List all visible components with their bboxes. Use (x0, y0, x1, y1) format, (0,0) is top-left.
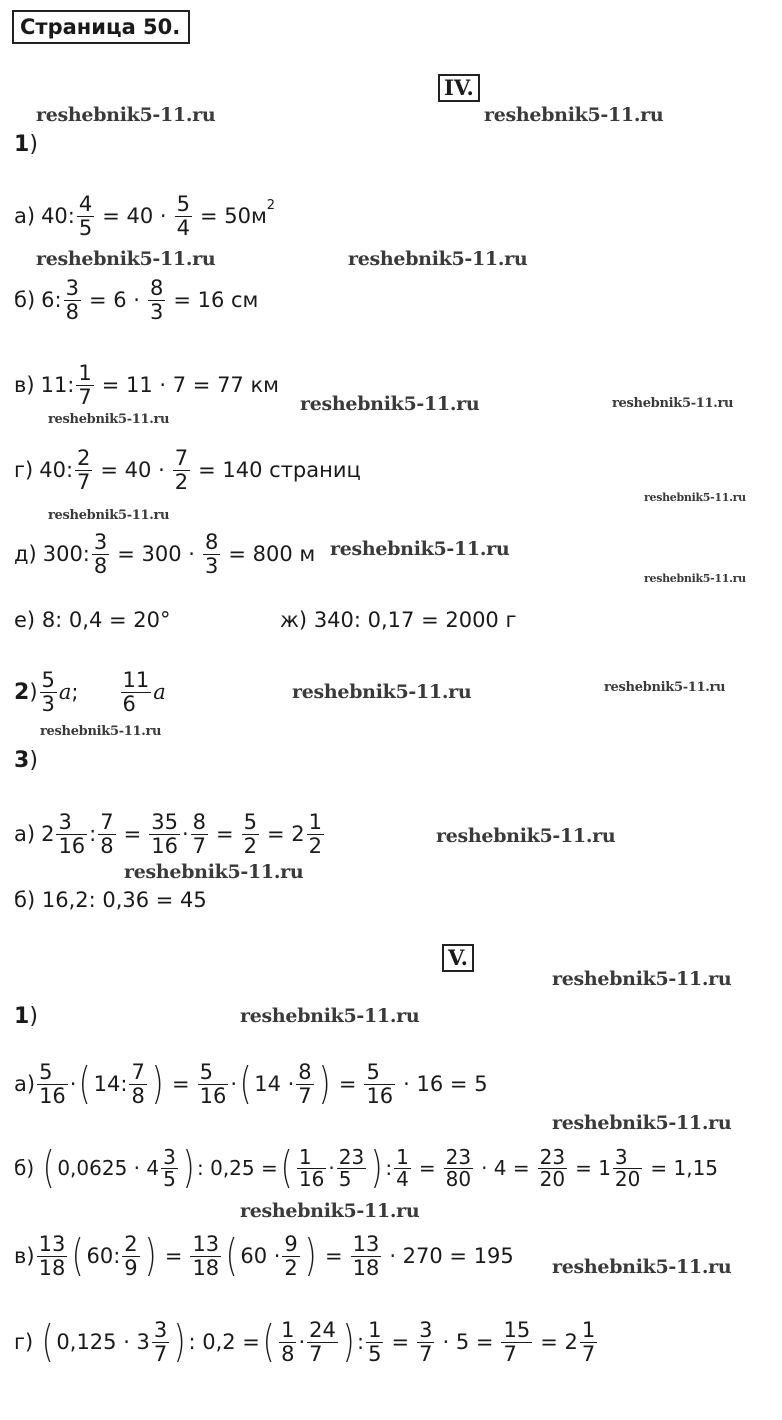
watermark: reshebnik5-11.ru (644, 491, 746, 504)
watermark: reshebnik5-11.ru (124, 861, 304, 883)
fraction: $\frac{7}{8}$ (131, 1060, 145, 1108)
fraction: $\frac{3}{8}$ (93, 530, 108, 578)
equation-v-1-b: б) ( 0,0625 · 4 $\frac{3}{5}$ ) : 0,25 = ( $\frac{1}{16}$ · $\frac{23}{5}$ ) : $\frac{1}{4}$ = $\frac{23}{80}$ · 4 = $\frac{23}{20}$ = 1 $\frac{3}{20}$ = 1,15 (14, 1142, 719, 1193)
equation-iv-1-b: б) 6: $\frac{3}{8}$ = 6 · $\frac{8}{3}$ = 16 см (14, 276, 259, 324)
fraction: $\frac{23}{80}$ (445, 1144, 472, 1191)
watermark: reshebnik5-11.ru (36, 104, 216, 126)
problem-number-iv-1: 1) (14, 132, 38, 157)
watermark: reshebnik5-11.ru (348, 248, 528, 270)
equation-iv-2: 2 ) $\frac{5}{3}$ a ; $\frac{11}{6}$ a (14, 668, 166, 716)
fraction: $\frac{5}{4}$ (176, 192, 190, 240)
section-iv-heading: IV. (438, 74, 480, 102)
equation-iv-1-v: в) 11: $\frac{1}{7}$ = 11 · 7 = 77 км (14, 361, 279, 409)
equation-iv-1-zh: ж) 340: 0,17 = 2000 г (280, 608, 517, 632)
fraction: $\frac{13}{18}$ (38, 1232, 66, 1280)
equation-iv-1-a: а) 40: $\frac{4}{5}$ = 40 · $\frac{5}{4}$ = 50м $^2$ (14, 192, 276, 240)
problem-number-v-1: 1) (14, 1004, 38, 1029)
equation-v-1-a: а) $\frac{5}{16}$ · ( 14: $\frac{7}{8}$ ) = $\frac{5}{16}$ · ( 14 · $\frac{8}{7}$ ) = $\frac{5}{16}$ · 16 = 5 (14, 1058, 488, 1109)
watermark: reshebnik5-11.ru (644, 572, 746, 585)
equation-v-1-g: г) ( 0,125 · 3 $\frac{3}{7}$ ) : 0,2 = ( $\frac{1}{8}$ · $\frac{24}{7}$ ) : $\frac{1}{5}$ = $\frac{3}{7}$ · 5 = $\frac{15}{7}$ = 2 $\frac{1}{7}$ (14, 1316, 596, 1367)
watermark: reshebnik5-11.ru (48, 412, 170, 427)
watermark: reshebnik5-11.ru (48, 508, 170, 523)
fraction: $\frac{1}{16}$ (298, 1144, 325, 1191)
watermark: reshebnik5-11.ru (300, 393, 480, 415)
page-title: Страница 50. (12, 10, 190, 44)
watermark: reshebnik5-11.ru (552, 968, 732, 990)
fraction: $\frac{15}{7}$ (503, 1318, 531, 1366)
fraction: $\frac{1}{4}$ (396, 1144, 409, 1191)
fraction: $\frac{4}{5}$ (78, 192, 93, 240)
watermark: reshebnik5-11.ru (604, 680, 726, 695)
fraction: $\frac{3}{8}$ (65, 276, 79, 324)
fraction: $\frac{5}{16}$ (199, 1060, 227, 1108)
equation-iv-3-b: б) 16,2: 0,36 = 45 (14, 888, 207, 912)
equation-iv-1-g: г) 40: $\frac{2}{7}$ = 40 · $\frac{7}{2}$ = 140 страниц (14, 446, 361, 494)
watermark: reshebnik5-11.ru (436, 825, 616, 847)
watermark: reshebnik5-11.ru (484, 104, 664, 126)
fraction: $\frac{8}{7}$ (192, 810, 207, 858)
watermark: reshebnik5-11.ru (240, 1005, 420, 1027)
fraction: $\frac{13}{18}$ (352, 1232, 380, 1280)
fraction: $\frac{23}{20}$ (539, 1144, 566, 1191)
fraction: $\frac{23}{5}$ (338, 1144, 365, 1191)
fraction: $\frac{2}{9}$ (124, 1232, 138, 1280)
fraction: $\frac{7}{2}$ (174, 446, 189, 494)
fraction: $\frac{1}{7}$ (581, 1318, 596, 1366)
fraction: $\frac{2}{7}$ (77, 446, 91, 494)
fraction: $\frac{1}{2}$ (308, 810, 323, 858)
fraction: $\frac{8}{7}$ (298, 1060, 312, 1108)
equation-iv-3-a: а) 2 $\frac{3}{16}$ : $\frac{7}{8}$ = $\frac{35}{16}$ · $\frac{8}{7}$ = $\frac{5}{2}$ = 2 $\frac{1}{2}$ (14, 810, 323, 858)
fraction: $\frac{3}{5}$ (163, 1144, 176, 1191)
fraction: $\frac{3}{7}$ (153, 1318, 168, 1366)
fraction: $\frac{1}{5}$ (368, 1318, 382, 1366)
equation-iv-1-e: е) 8: 0,4 = 20° (14, 608, 171, 632)
fraction: $\frac{24}{7}$ (309, 1318, 336, 1366)
fraction: $\frac{5}{16}$ (39, 1060, 66, 1108)
fraction: $\frac{5}{16}$ (366, 1060, 394, 1108)
fraction: $\frac{1}{8}$ (281, 1318, 295, 1366)
fraction: $\frac{13}{18}$ (192, 1232, 220, 1280)
section-v-heading: V. (442, 944, 474, 972)
watermark: reshebnik5-11.ru (36, 248, 216, 270)
fraction: $\frac{11}{6}$ (122, 668, 150, 716)
fraction: $\frac{9}{2}$ (284, 1232, 298, 1280)
fraction: $\frac{8}{3}$ (149, 276, 164, 324)
fraction: $\frac{35}{16}$ (151, 810, 178, 858)
equation-v-1-v: в) $\frac{13}{18}$ ( 60: $\frac{2}{9}$ ) = $\frac{13}{18}$ ( 60 · $\frac{9}{2}$ ) = $\frac{13}{18}$ · 270 = 195 (14, 1230, 514, 1281)
fraction: $\frac{3}{16}$ (58, 810, 86, 858)
watermark: reshebnik5-11.ru (552, 1256, 732, 1278)
equation-iv-1-d: д) 300: $\frac{3}{8}$ = 300 · $\frac{8}{3}$ = 800 м (14, 530, 316, 578)
fraction: $\frac{1}{7}$ (78, 361, 92, 409)
watermark: reshebnik5-11.ru (552, 1112, 732, 1134)
problem-number-iv-3: 3) (14, 748, 38, 773)
watermark: reshebnik5-11.ru (612, 396, 734, 411)
fraction: $\frac{8}{3}$ (204, 530, 219, 578)
fraction: $\frac{3}{20}$ (614, 1144, 641, 1191)
watermark: reshebnik5-11.ru (240, 1200, 420, 1222)
watermark: reshebnik5-11.ru (292, 681, 472, 703)
fraction: $\frac{5}{3}$ (41, 668, 55, 716)
watermark: reshebnik5-11.ru (40, 724, 162, 739)
watermark: reshebnik5-11.ru (330, 538, 510, 560)
fraction: $\frac{3}{7}$ (419, 1318, 433, 1366)
fraction: $\frac{7}{8}$ (100, 810, 114, 858)
fraction: $\frac{5}{2}$ (243, 810, 258, 858)
